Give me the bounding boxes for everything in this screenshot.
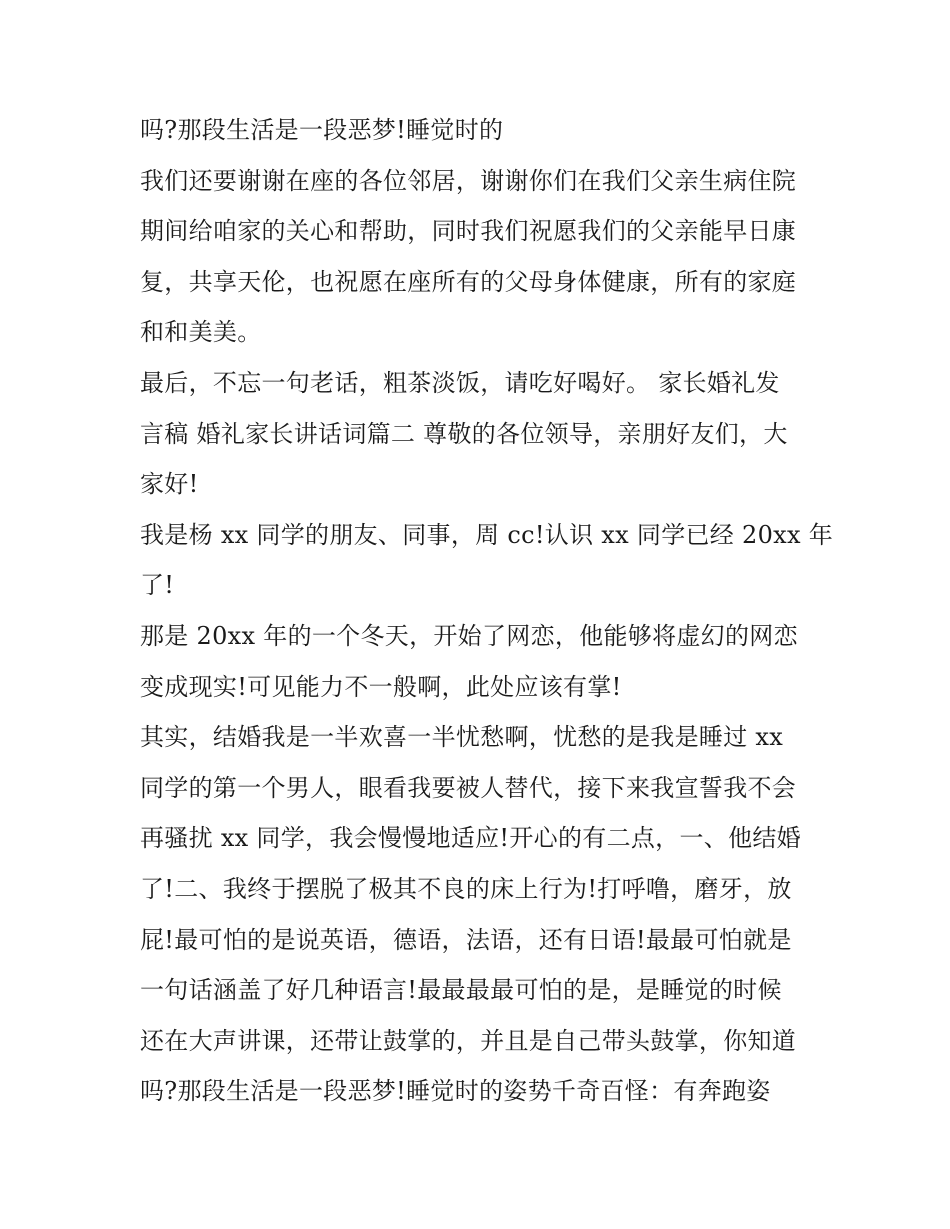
text-line: 了! [140, 571, 175, 599]
text-line: 最后，不忘一句老话，粗茶淡饭，请吃好喝好。 家长婚礼发 [140, 369, 780, 397]
text-line: 吗?那段生活是一段恶梦!睡觉时的 [140, 116, 504, 144]
text-line: 复，共享天伦，也祝愿在座所有的父母身体健康，所有的家庭 [140, 268, 797, 296]
text-line: 家好! [140, 470, 199, 498]
text-line: 再骚扰 xx 同学，我会慢慢地适应!开心的有二点，一、他结婚 [140, 824, 801, 852]
text-line: 变成现实!可见能力不一般啊，此处应该有掌! [140, 673, 622, 701]
text-line: 那是 20xx 年的一个冬天，开始了网恋，他能够将虚幻的网恋 [140, 622, 798, 650]
text-line: 其实，结婚我是一半欢喜一半忧愁啊，忧愁的是我是睡过 xx [140, 723, 784, 751]
text-line: 吗?那段生活是一段恶梦!睡觉时的姿势千奇百怪：有奔跑姿 [140, 1077, 771, 1105]
text-line: 我们还要谢谢在座的各位邻居，谢谢你们在我们父亲生病住院 [140, 167, 797, 195]
text-line: 言稿 婚礼家长讲话词篇二 尊敬的各位领导，亲朋好友们，大 [140, 420, 788, 448]
text-line: 了!二、我终于摆脱了极其不良的床上行为!打呼噜，磨牙，放 [140, 875, 792, 903]
text-line: 屁!最可怕的是说英语，德语，法语，还有日语!最最可怕就是 [140, 926, 792, 954]
text-line: 我是杨 xx 同学的朋友、同事，周 cc!认识 xx 同学已经 20xx 年 [140, 521, 834, 549]
text-line: 期间给咱家的关心和帮助，同时我们祝愿我们的父亲能早日康 [140, 217, 797, 245]
text-line: 同学的第一个男人，眼看我要被人替代，接下来我宣誓我不会 [140, 774, 797, 802]
text-line: 一句话涵盖了好几种语言!最最最最可怕的是，是睡觉的时候 [140, 976, 782, 1004]
text-line: 还在大声讲课，还带让鼓掌的，并且是自己带头鼓掌，你知道 [140, 1027, 797, 1055]
text-line: 和和美美。 [140, 318, 262, 346]
